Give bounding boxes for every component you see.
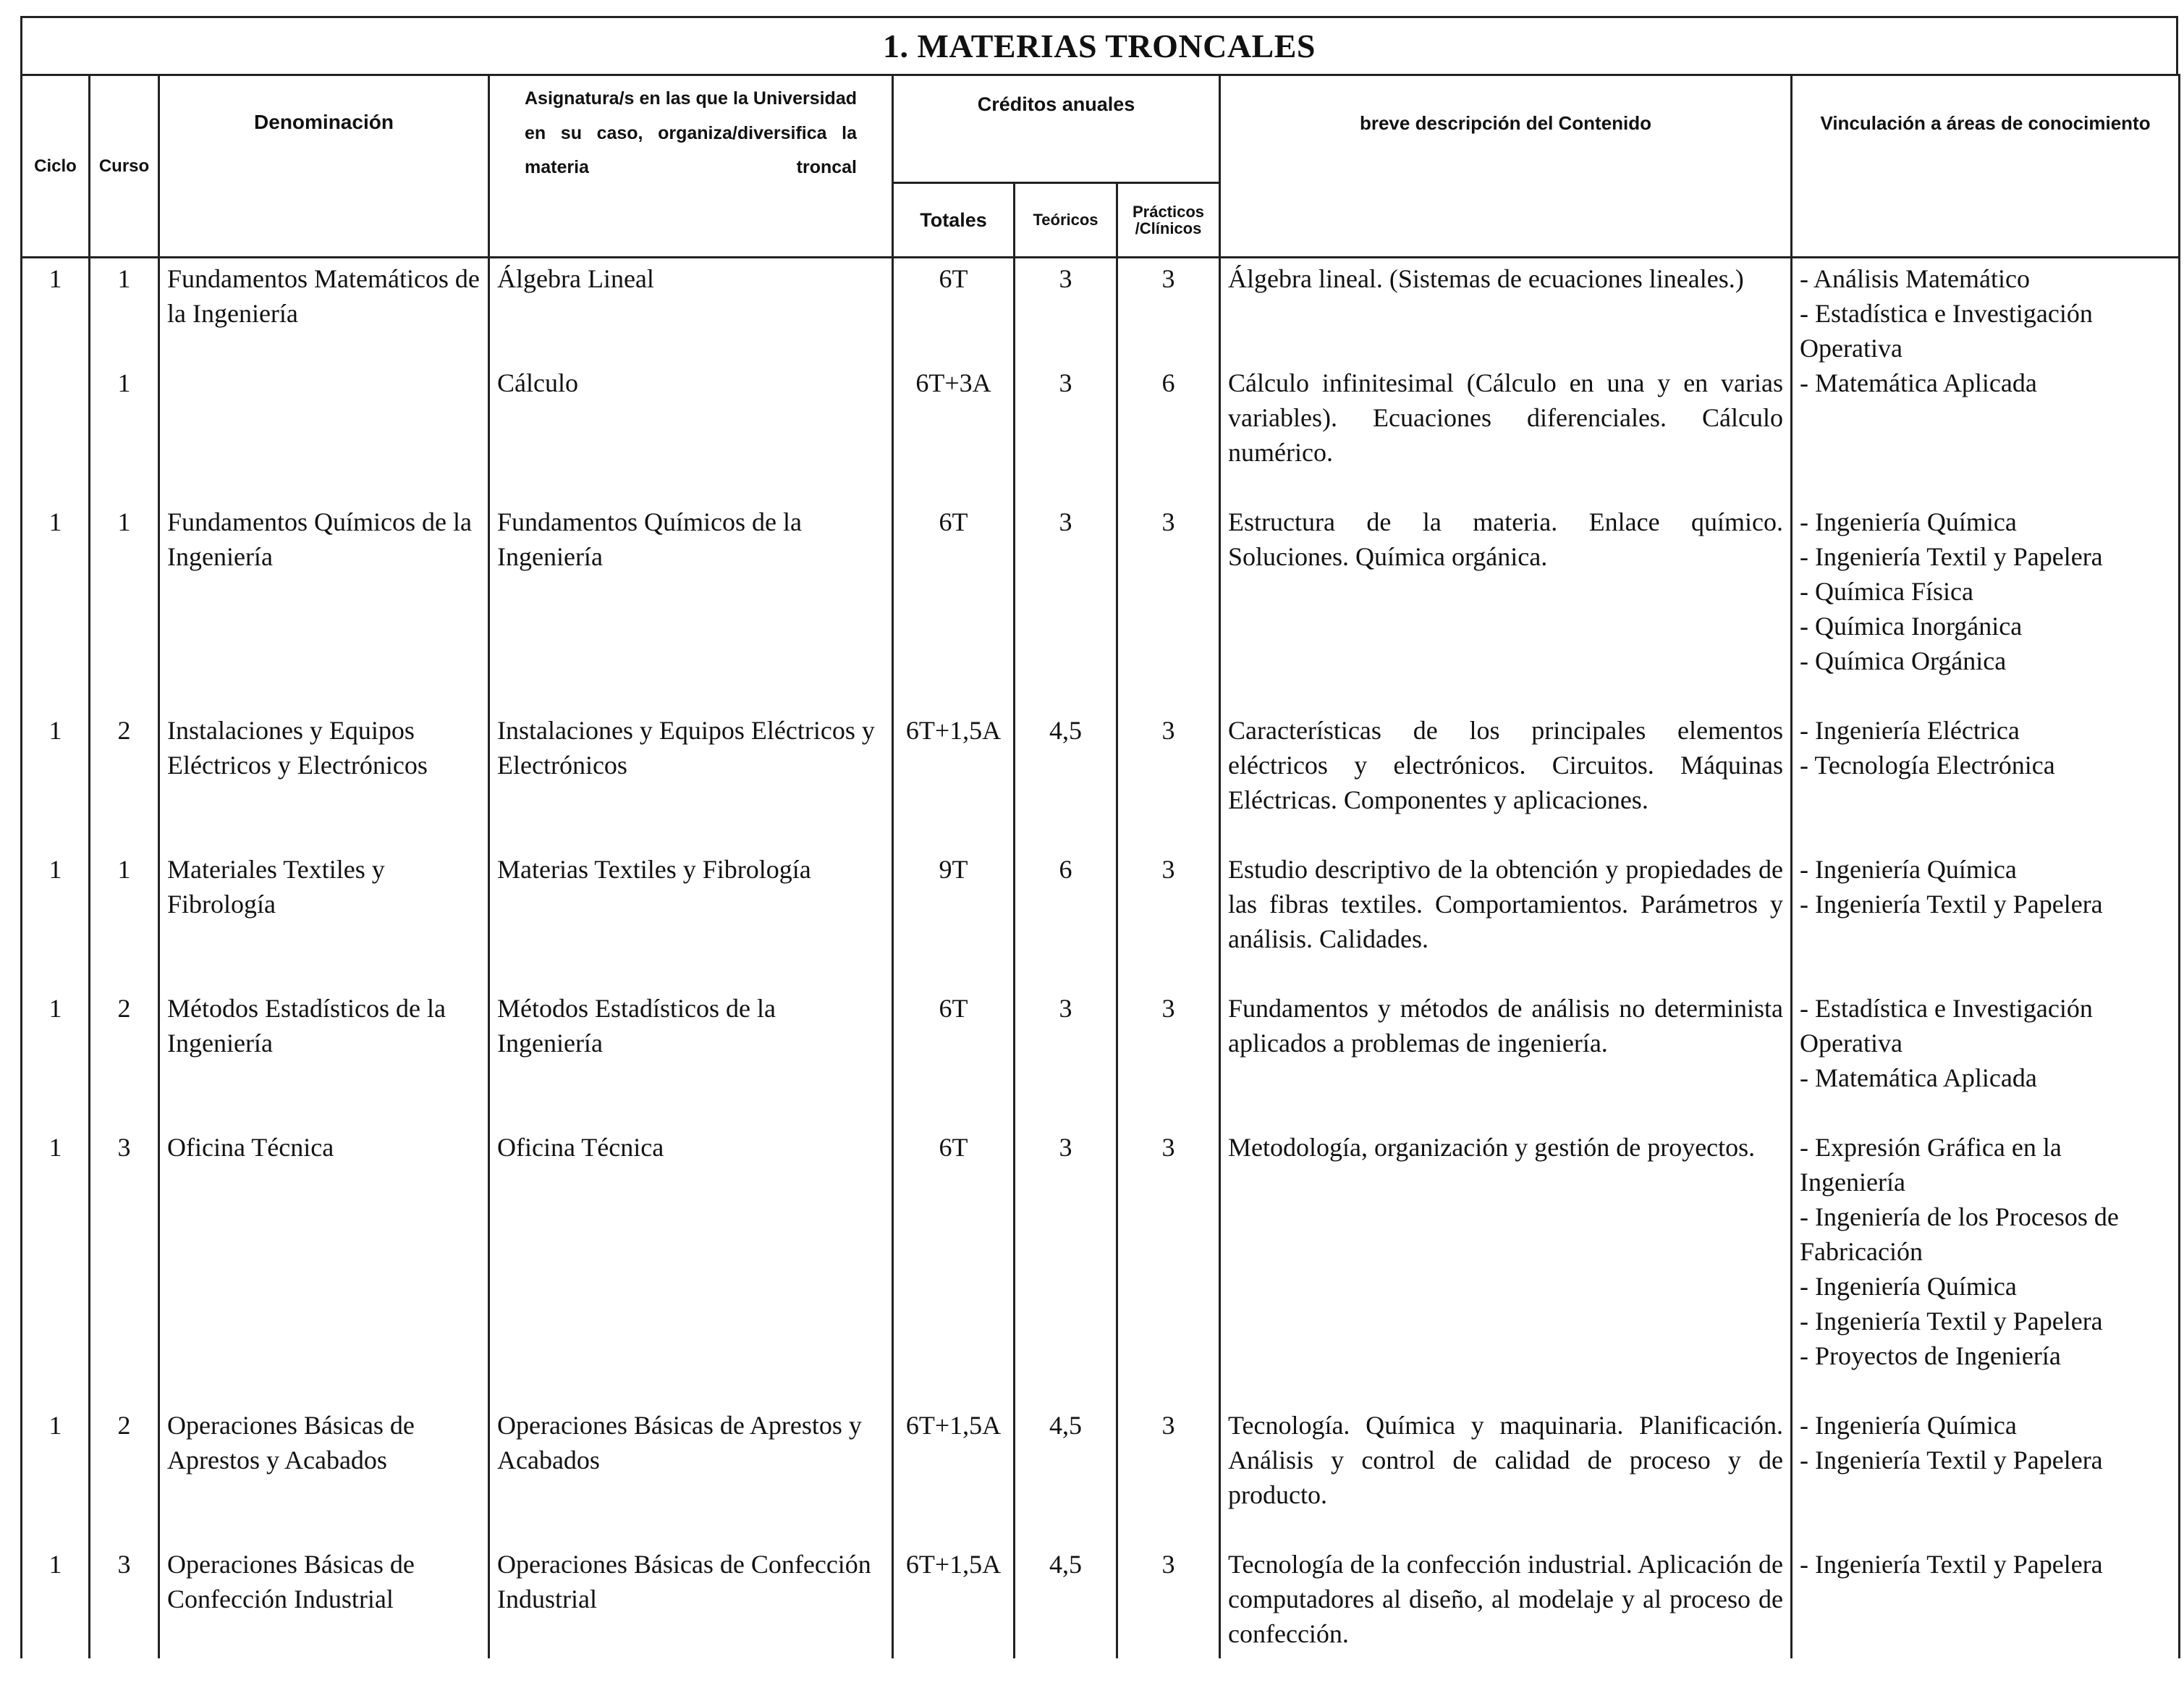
practicos-cell: 3 (1117, 1547, 1220, 1658)
header-creditos: Créditos anuales (893, 75, 1220, 183)
areas-list (1800, 1408, 2171, 1477)
vinculacion-cell (1792, 1130, 2180, 1408)
practicos-cell (1117, 258, 1220, 505)
table-row (22, 505, 2180, 713)
header-totales: Totales (893, 183, 1015, 258)
teoricos-value: 3 (1059, 264, 1072, 293)
area-item: - Ingeniería Textil y Papelera (1800, 1550, 2103, 1579)
teoricos-value: 3 (1059, 368, 1072, 397)
table-row (22, 1408, 2180, 1547)
ciclo-cell: 1 (22, 1547, 90, 1658)
table-row (22, 1547, 2180, 1658)
header-vinculacion: Vinculación a áreas de conocimiento (1792, 75, 2180, 258)
totales-value: 6T (939, 264, 968, 293)
areas-list (1800, 713, 2171, 782)
descripcion-cell: Tecnología de la confección industrial. Aplicación de computadores al diseño, al modelaje y al proceso de confección. (1220, 1547, 1792, 1658)
areas-list (1800, 852, 2171, 921)
area-item: - Ingeniería Eléctrica (1800, 716, 2020, 745)
curso-value: 1 (117, 264, 131, 293)
curso-cell: 1 (90, 505, 159, 713)
totales-cell: 6T (893, 991, 1015, 1130)
materias-table (20, 74, 2180, 1658)
denominacion-cell: Operaciones Básicas de Aprestos y Acabados (159, 1408, 489, 1547)
curso-value: 1 (117, 368, 131, 397)
practicos-cell: 3 (1117, 1130, 1220, 1408)
vinculacion-cell (1792, 1408, 2180, 1547)
asignatura-cell: Operaciones Básicas de Aprestos y Acabados (489, 1408, 893, 1547)
ciclo-cell: 1 (22, 258, 90, 505)
descripcion-cell: Fundamentos y métodos de análisis no determinista aplicados a problemas de ingeniería. (1220, 991, 1792, 1130)
totales-cell: 6T+1,5A (893, 713, 1015, 852)
area-item: - Química Inorgánica (1800, 612, 2023, 641)
areas-list (1800, 261, 2171, 400)
practicos-cell: 3 (1117, 505, 1220, 713)
vinculacion-cell (1792, 991, 2180, 1130)
descripcion-value: Álgebra lineal. (Sistemas de ecuaciones lineales.) (1228, 264, 1744, 293)
page-title: 1. MATERIAS TRONCALES (883, 28, 1316, 64)
denominacion-cell: Instalaciones y Equipos Eléctricos y Electrónicos (159, 713, 489, 852)
ciclo-cell: 1 (22, 505, 90, 713)
ciclo-cell: 1 (22, 1408, 90, 1547)
curso-cell: 3 (90, 1130, 159, 1408)
area-item: - Ingeniería Química (1800, 1411, 2017, 1440)
denominacion-cell: Fundamentos Matemáticos de la Ingeniería (159, 258, 489, 505)
totales-value: 6T+3A (915, 368, 991, 397)
header-ciclo: Ciclo (22, 75, 90, 258)
denominacion-cell: Operaciones Básicas de Confección Industrial (159, 1547, 489, 1658)
area-item: - Matemática Aplicada (1800, 1063, 2037, 1092)
practicos-cell: 3 (1117, 1408, 1220, 1547)
practicos-cell: 3 (1117, 852, 1220, 991)
descripcion-cell: Tecnología. Química y maquinaria. Planificación. Análisis y control de calidad de proceso y de producto. (1220, 1408, 1792, 1547)
totales-cell: 6T (893, 1130, 1015, 1408)
teoricos-cell: 4,5 (1015, 713, 1117, 852)
denominacion-cell: Materiales Textiles y Fibrología (159, 852, 489, 991)
area-item: - Matemática Aplicada (1800, 368, 2037, 397)
denominacion-cell: Oficina Técnica (159, 1130, 489, 1408)
denominacion-cell: Métodos Estadísticos de la Ingeniería (159, 991, 489, 1130)
table-row (22, 1130, 2180, 1408)
practicos-value: 6 (1161, 368, 1175, 397)
descripcion-cell (1220, 258, 1792, 505)
totales-cell: 6T+1,5A (893, 1408, 1015, 1547)
curso-cell (90, 258, 159, 505)
area-item: - Química Física (1800, 577, 1973, 606)
ciclo-cell: 1 (22, 1130, 90, 1408)
curso-cell: 2 (90, 991, 159, 1130)
asignatura-cell: Materias Textiles y Fibrología (489, 852, 893, 991)
table-row (22, 713, 2180, 852)
asignatura-cell: Operaciones Básicas de Confección Industrial (489, 1547, 893, 1658)
table-row (22, 991, 2180, 1130)
area-item: - Estadística e Investigación Operativa (1800, 994, 2093, 1058)
vinculacion-cell (1792, 713, 2180, 852)
curso-cell: 2 (90, 713, 159, 852)
curso-cell: 3 (90, 1547, 159, 1658)
header-practicos: Prácticos /Clínicos (1117, 183, 1220, 258)
area-item: - Ingeniería Química (1800, 1272, 2017, 1301)
ciclo-cell: 1 (22, 713, 90, 852)
header-descripcion: breve descripción del Contenido (1220, 75, 1792, 258)
teoricos-cell: 3 (1015, 505, 1117, 713)
asignatura-value: Álgebra Lineal (497, 264, 654, 293)
areas-list (1800, 505, 2171, 678)
descripcion-cell: Características de los principales elementos eléctricos y electrónicos. Circuitos. Máquinas Eléctricas. Componentes y aplicaciones. (1220, 713, 1792, 852)
descripcion-cell: Estudio descriptivo de la obtención y propiedades de las fibras textiles. Comportamientos. Parámetros y análisis. Calidades. (1220, 852, 1792, 991)
header-asignatura: Asignatura/s en las que la Universidad en su caso, organiza/diversifica la materia troncal (489, 75, 893, 258)
practicos-cell: 3 (1117, 713, 1220, 852)
area-item: - Proyectos de Ingeniería (1800, 1341, 2061, 1370)
descripcion-cell: Estructura de la materia. Enlace químico. Soluciones. Química orgánica. (1220, 505, 1792, 713)
curso-cell: 1 (90, 852, 159, 991)
area-item: - Ingeniería Química (1800, 507, 2017, 536)
area-item: - Tecnología Electrónica (1800, 751, 2055, 780)
asignatura-cell: Fundamentos Químicos de la Ingeniería (489, 505, 893, 713)
area-item: - Ingeniería Química (1800, 855, 2017, 884)
descripcion-cell: Metodología, organización y gestión de proyectos. (1220, 1130, 1792, 1408)
totales-cell: 6T+1,5A (893, 1547, 1015, 1658)
practicos-value: 3 (1161, 264, 1175, 293)
practicos-cell: 3 (1117, 991, 1220, 1130)
area-item: - Análisis Matemático (1800, 264, 2030, 293)
teoricos-cell: 4,5 (1015, 1547, 1117, 1658)
area-item: - Química Orgánica (1800, 646, 2007, 675)
section-title-bar (20, 16, 2178, 74)
teoricos-cell: 3 (1015, 1130, 1117, 1408)
area-item: - Estadística e Investigación Operativa (1800, 299, 2093, 363)
document-page (20, 16, 2178, 1696)
vinculacion-cell (1792, 505, 2180, 713)
totales-cell (893, 258, 1015, 505)
vinculacion-cell (1792, 852, 2180, 991)
header-curso: Curso (90, 75, 159, 258)
ciclo-cell: 1 (22, 991, 90, 1130)
totales-cell: 6T (893, 505, 1015, 713)
area-item: - Expresión Gráfica en la Ingeniería (1800, 1133, 2062, 1197)
areas-list (1800, 1130, 2171, 1373)
areas-list (1800, 991, 2171, 1095)
teoricos-cell: 6 (1015, 852, 1117, 991)
teoricos-cell: 3 (1015, 991, 1117, 1130)
denominacion-cell: Fundamentos Químicos de la Ingeniería (159, 505, 489, 713)
vinculacion-cell (1792, 258, 2180, 505)
asignatura-value: Cálculo (497, 368, 578, 397)
asignatura-cell: Métodos Estadísticos de la Ingeniería (489, 991, 893, 1130)
curso-cell: 2 (90, 1408, 159, 1547)
area-item: - Ingeniería de los Procesos de Fabricación (1800, 1202, 2119, 1266)
totales-cell: 9T (893, 852, 1015, 991)
area-item: - Ingeniería Textil y Papelera (1800, 1307, 2103, 1336)
teoricos-cell (1015, 258, 1117, 505)
area-item: - Ingeniería Textil y Papelera (1800, 542, 2103, 571)
vinculacion-cell (1792, 1547, 2180, 1658)
table-row (22, 258, 2180, 505)
teoricos-cell: 4,5 (1015, 1408, 1117, 1547)
header-denominacion: Denominación (159, 75, 489, 258)
areas-list (1800, 1547, 2171, 1582)
area-item: - Ingeniería Textil y Papelera (1800, 890, 2103, 919)
asignatura-cell (489, 258, 893, 505)
asignatura-cell: Oficina Técnica (489, 1130, 893, 1408)
header-teoricos: Teóricos (1015, 183, 1117, 258)
area-item: - Ingeniería Textil y Papelera (1800, 1446, 2103, 1474)
descripcion-value: Cálculo infinitesimal (Cálculo en una y en varias variables). Ecuaciones diferenciales. Cálculo numérico. (1228, 368, 1784, 467)
table-row (22, 852, 2180, 991)
asignatura-cell: Instalaciones y Equipos Eléctricos y Electrónicos (489, 713, 893, 852)
ciclo-cell: 1 (22, 852, 90, 991)
